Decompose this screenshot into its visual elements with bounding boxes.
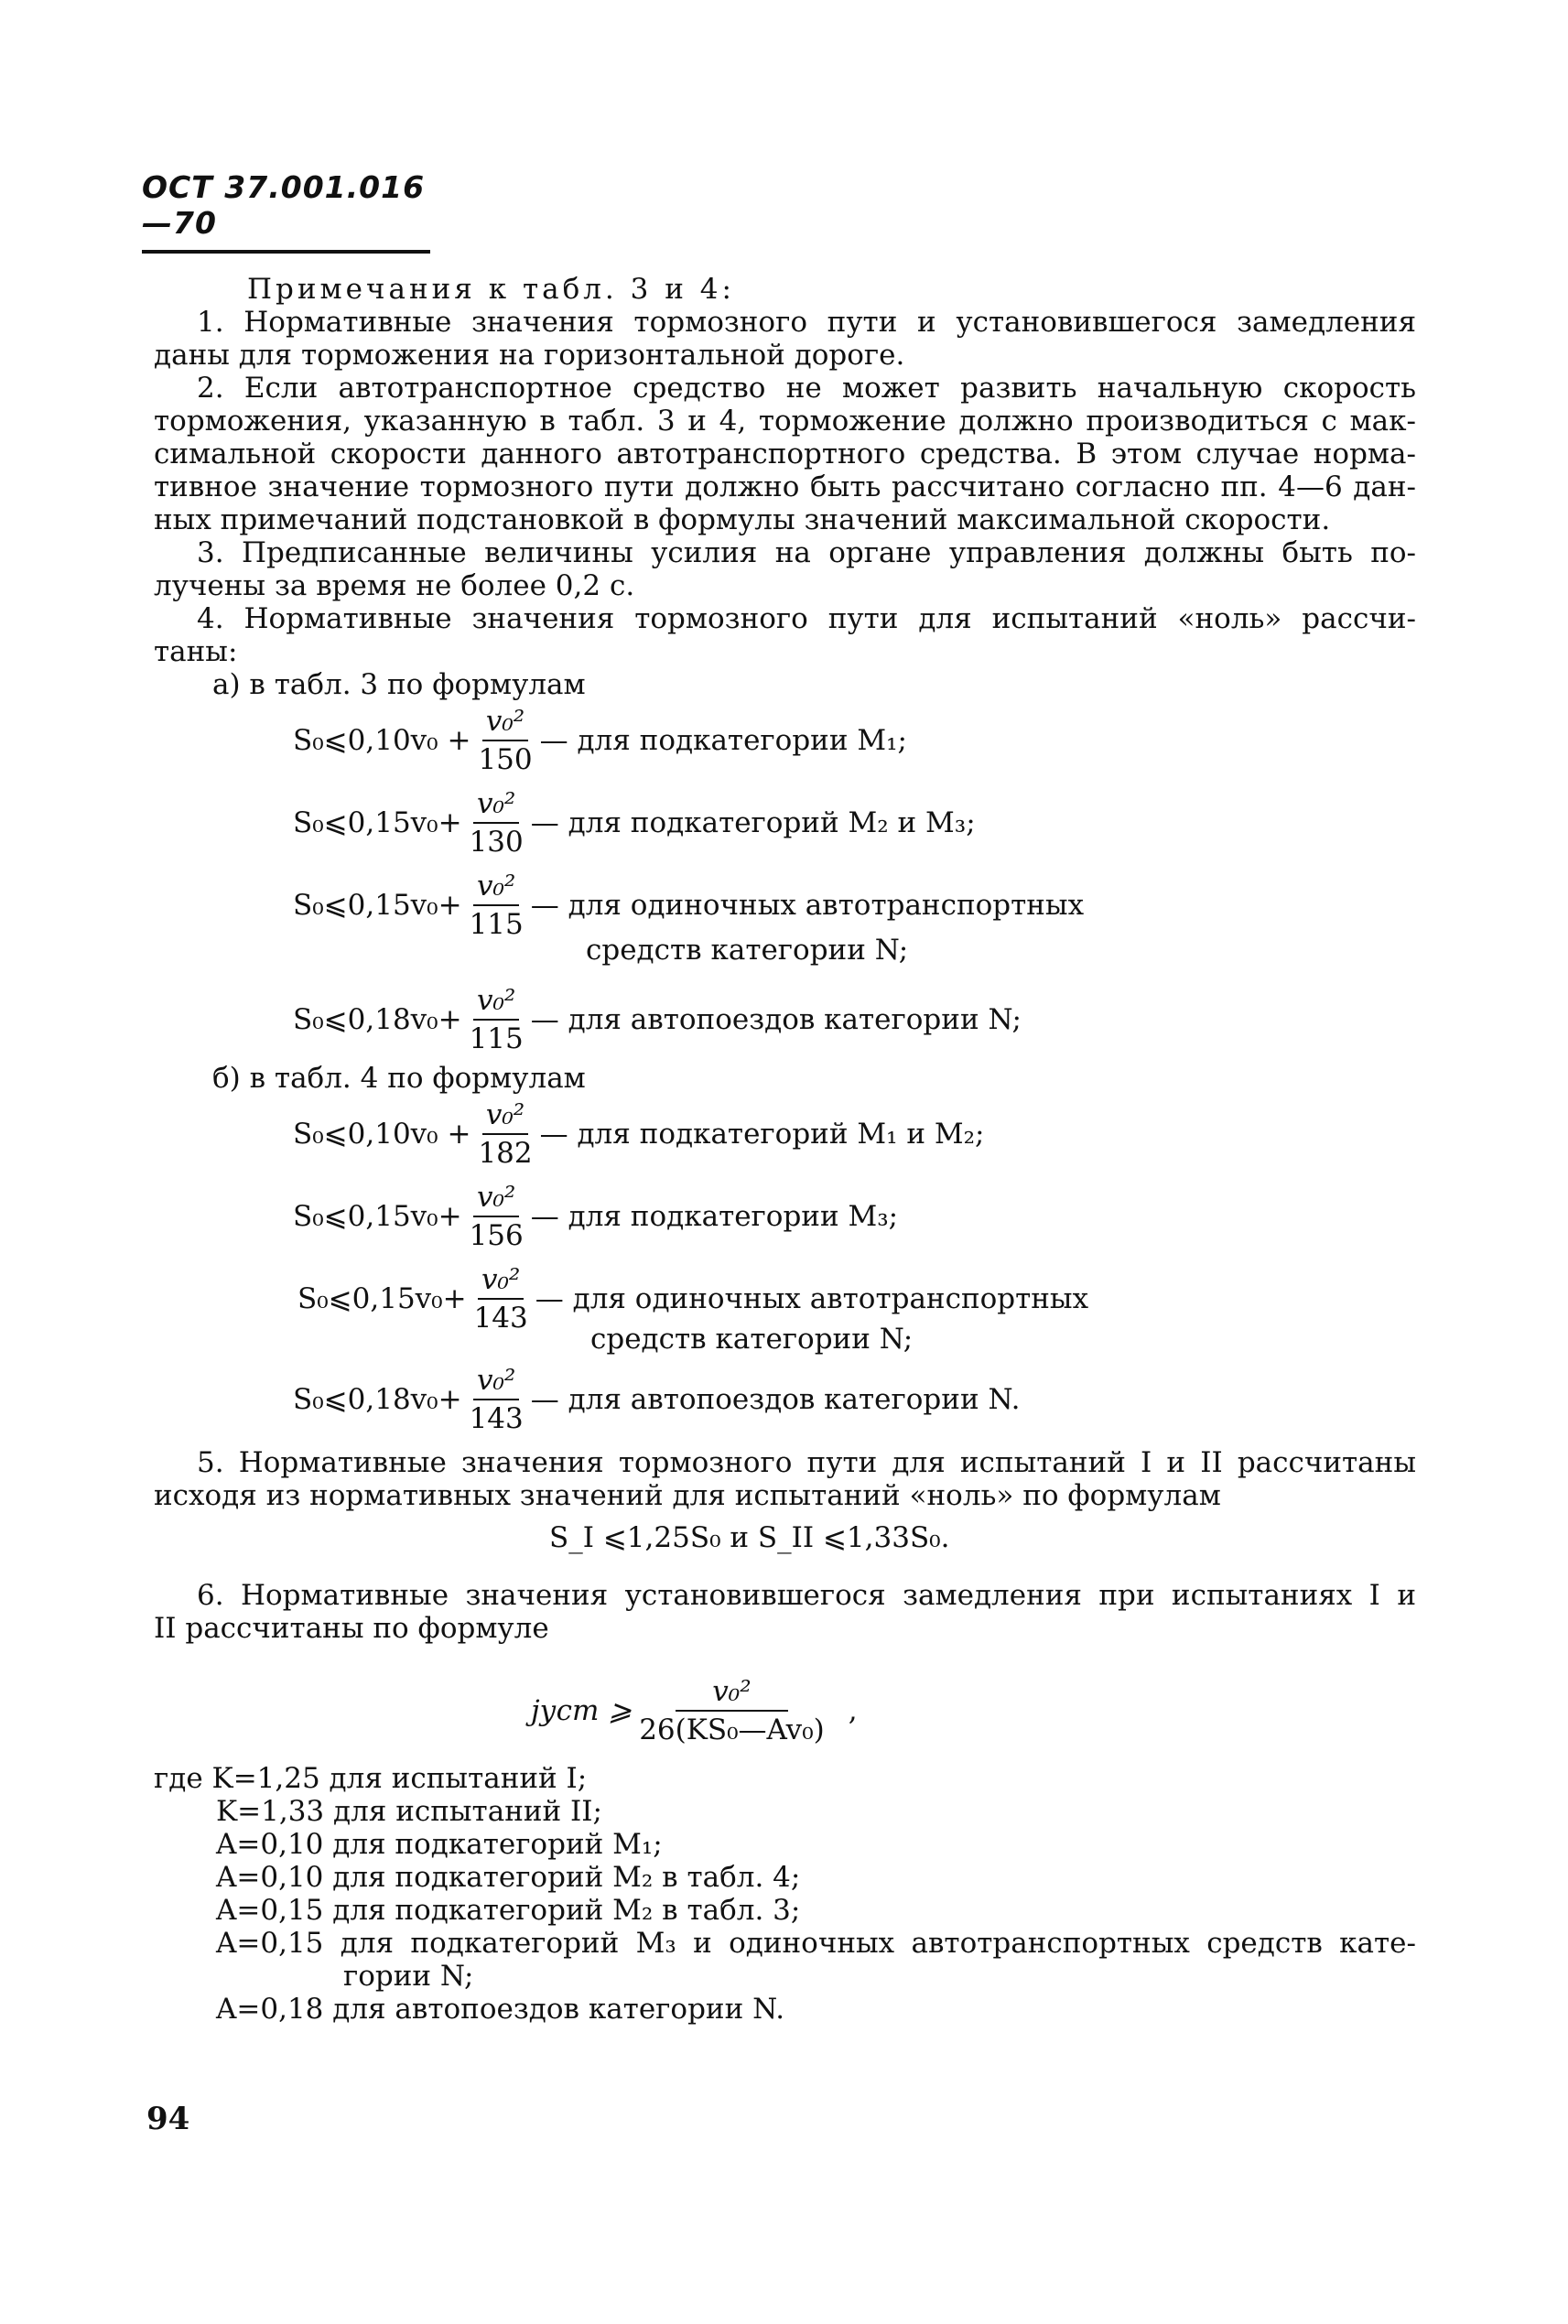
formula-description: — для автопоездов категории N. — [530, 1383, 1021, 1416]
fraction-numerator: v₀² — [473, 1364, 519, 1400]
subsection-a-label: а) в табл. 3 по формулам — [212, 668, 586, 701]
where-line-4: A=0,10 для подкатегорий M₂ в табл. 4; — [216, 1861, 801, 1894]
formula-fraction — [466, 870, 527, 941]
note-2-line-3: симальной скорости данного автотранспортного средства. В этом случае норма- — [154, 438, 1416, 470]
fraction-numerator: v₀² — [482, 1098, 528, 1135]
formula-fraction — [466, 984, 527, 1055]
formula-lhs: S₀⩽0,18v₀+ — [293, 1003, 462, 1036]
formula-fraction — [470, 1263, 532, 1335]
formula-b-4 — [293, 1364, 1020, 1435]
formula-lhs: jуст ⩾ — [531, 1694, 633, 1727]
note-5-formula: S_I ⩽1,25S₀ и S_II ⩽1,33S₀. — [549, 1521, 950, 1554]
formula-a-1 — [293, 705, 907, 776]
fraction-denominator: 150 — [478, 743, 533, 776]
formula-lhs: S₀⩽0,10v₀ + — [293, 724, 471, 757]
where-line-3: A=0,10 для подкатегорий M₁; — [216, 1828, 663, 1861]
note-2-line-5: ных примечаний подстановкой в формулы значений максимальной скорости. — [154, 503, 1331, 536]
formula-description: — для подкатегории M₃; — [530, 1200, 899, 1233]
formula-b-3-continuation: средств категории N; — [590, 1323, 914, 1356]
note-4-line-2: таны: — [154, 635, 238, 668]
formula-description: — для автопоездов категории N; — [530, 1003, 1022, 1036]
note-6-formula — [531, 1675, 858, 1746]
fraction-denominator: 182 — [478, 1137, 533, 1170]
note-1-line-2: даны для торможения на горизонтальной дороге. — [154, 339, 905, 372]
formula-fraction — [635, 1675, 828, 1746]
formula-fraction — [474, 705, 535, 776]
formula-description: — для подкатегорий M₁ и M₂; — [539, 1118, 985, 1151]
note-5-line-2: исходя из нормативных значений для испытаний «ноль» по формулам — [154, 1479, 1221, 1512]
note-6-line-1: 6. Нормативные значения установившегося замедления при испытаниях I и — [197, 1579, 1416, 1612]
formula-lhs: S₀⩽0,15v₀+ — [293, 889, 462, 922]
fraction-denominator: 143 — [469, 1402, 524, 1435]
note-6-line-2: II рассчитаны по формуле — [154, 1612, 549, 1645]
fraction-numerator: v₀² — [676, 1675, 787, 1712]
fraction-numerator: v₀² — [473, 787, 519, 824]
formula-fraction — [474, 1098, 535, 1170]
formula-b-1 — [293, 1098, 985, 1170]
where-line-7: гории N; — [343, 1960, 474, 1993]
fraction-denominator: 26(KS₀—Av₀) — [639, 1713, 825, 1746]
where-line-5: A=0,15 для подкатегорий M₂ в табл. 3; — [216, 1894, 801, 1927]
formula-a-3 — [293, 870, 1084, 941]
note-1-line-1: 1. Нормативные значения тормозного пути и установившегося замедления — [197, 306, 1416, 339]
formula-fraction — [466, 787, 527, 859]
fraction-numerator: v₀² — [478, 1263, 524, 1300]
fraction-numerator: v₀² — [473, 984, 519, 1021]
note-2-line-2: торможения, указанную в табл. 3 и 4, торможение должно производиться с мак- — [154, 405, 1416, 438]
where-line-8: A=0,18 для автопоездов категории N. — [216, 1993, 785, 2026]
fraction-numerator: v₀² — [473, 870, 519, 906]
page-number: 94 — [146, 2101, 190, 2137]
fraction-denominator: 115 — [469, 1022, 524, 1055]
formula-trailing-comma: , — [848, 1694, 858, 1727]
formula-fraction — [466, 1364, 527, 1435]
fraction-denominator: 130 — [469, 826, 524, 859]
fraction-denominator: 156 — [469, 1219, 524, 1252]
formula-a-3-continuation: средств категории N; — [586, 934, 909, 967]
fraction-numerator: v₀² — [482, 705, 528, 741]
where-line-2: K=1,33 для испытаний II; — [216, 1795, 602, 1828]
note-2-line-1: 2. Если автотранспортное средство не может развить начальную скорость — [197, 372, 1416, 405]
formula-fraction — [466, 1181, 527, 1252]
formula-b-2 — [293, 1181, 898, 1252]
formula-lhs: S₀⩽0,18v₀+ — [293, 1383, 462, 1416]
fraction-denominator: 115 — [469, 908, 524, 941]
document-header: ОСТ 37.001.016—70 — [142, 169, 430, 254]
formula-lhs: S₀⩽0,15v₀+ — [293, 1200, 462, 1233]
notes-title: Примечания к табл. 3 и 4: — [247, 273, 735, 306]
note-2-line-4: тивное значение тормозного пути должно быть рассчитано согласно пп. 4—6 дан- — [154, 470, 1416, 503]
formula-a-4 — [293, 984, 1022, 1055]
formula-description: — для одиночных автотранспортных — [530, 889, 1085, 922]
where-line-6: A=0,15 для подкатегорий M₃ и одиночных автотранспортных средств кате- — [216, 1927, 1416, 1960]
fraction-numerator: v₀² — [473, 1181, 519, 1217]
formula-lhs: S₀⩽0,15v₀+ — [297, 1282, 467, 1315]
fraction-denominator: 143 — [473, 1302, 528, 1335]
where-line-1: где K=1,25 для испытаний I; — [154, 1762, 588, 1795]
formula-lhs: S₀⩽0,10v₀ + — [293, 1118, 471, 1151]
formula-description: — для подкатегорий M₂ и M₃; — [530, 806, 976, 839]
formula-lhs: S₀⩽0,15v₀+ — [293, 806, 462, 839]
note-5-line-1: 5. Нормативные значения тормозного пути для испытаний I и II рассчитаны — [197, 1446, 1416, 1479]
note-3-line-1: 3. Предписанные величины усилия на органе управления должны быть по- — [197, 536, 1416, 569]
formula-description: — для одиночных автотранспортных — [535, 1282, 1089, 1315]
note-3-line-2: лучены за время не более 0,2 с. — [154, 569, 635, 602]
formula-description: — для подкатегории M₁; — [539, 724, 907, 757]
subsection-b-label: б) в табл. 4 по формулам — [212, 1062, 586, 1095]
note-4-line-1: 4. Нормативные значения тормозного пути для испытаний «ноль» рассчи- — [197, 602, 1416, 635]
formula-a-2 — [293, 787, 976, 859]
